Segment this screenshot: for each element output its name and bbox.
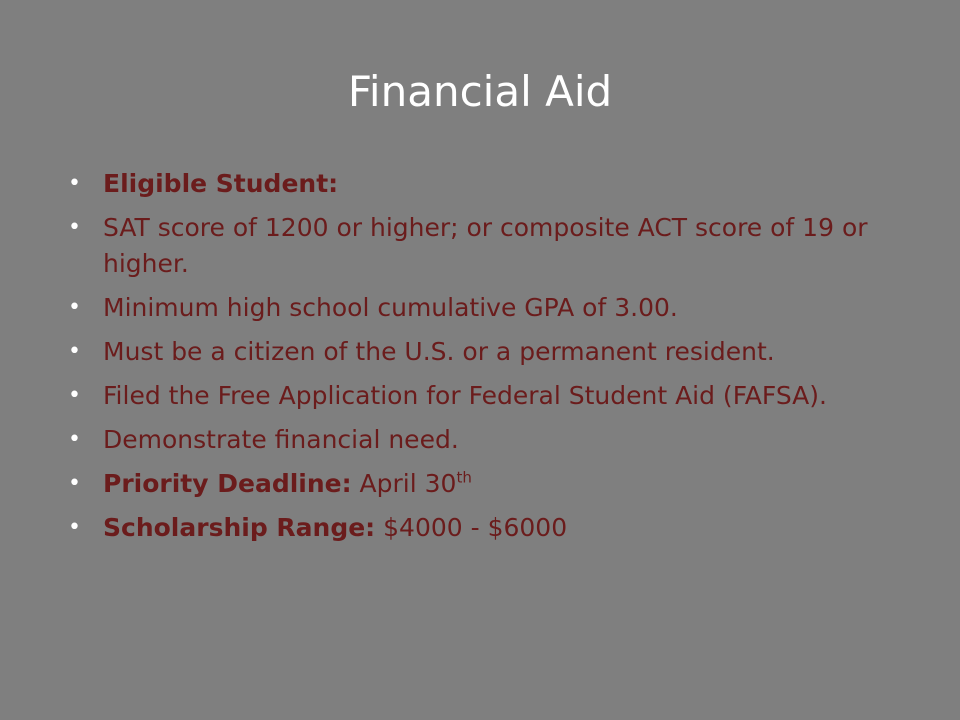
bullet-text: $4000 - $6000 — [375, 513, 568, 542]
bullet-icon: • — [68, 471, 81, 496]
bullet-text: SAT score of 1200 or higher; or composite ACT score of 19 or higher. — [103, 213, 868, 278]
bullet-text: April 30 — [351, 469, 457, 498]
bullet-financial-need — [68, 422, 918, 458]
bullet-heading: Scholarship Range: — [103, 513, 376, 542]
bullet-icon: • — [68, 515, 81, 540]
bullet-test-scores — [68, 210, 918, 282]
bullet-icon: • — [68, 339, 81, 364]
ordinal-suffix: th — [456, 468, 472, 487]
bullet-icon: • — [68, 215, 81, 240]
bullet-icon: • — [68, 383, 81, 408]
bullet-scholarship-range — [68, 510, 918, 546]
bullet-citizenship — [68, 334, 918, 370]
bullet-icon: • — [68, 427, 81, 452]
bullet-text: Must be a citizen of the U.S. or a permanent resident. — [103, 337, 775, 366]
bullet-priority-deadline — [68, 466, 918, 502]
bullet-eligible-student — [68, 166, 918, 202]
bullet-text: Demonstrate financial need. — [103, 425, 459, 454]
bullet-heading: Eligible Student: — [103, 169, 339, 198]
bullet-heading: Priority Deadline: — [103, 469, 352, 498]
bullet-list — [68, 166, 918, 554]
bullet-icon: • — [68, 295, 81, 320]
bullet-text: Filed the Free Application for Federal Student Aid (FAFSA). — [103, 381, 827, 410]
bullet-fafsa — [68, 378, 918, 414]
bullet-icon: • — [68, 171, 81, 196]
slide-title: Financial Aid — [347, 67, 613, 116]
bullet-gpa — [68, 290, 918, 326]
bullet-text: Minimum high school cumulative GPA of 3.00. — [103, 293, 678, 322]
